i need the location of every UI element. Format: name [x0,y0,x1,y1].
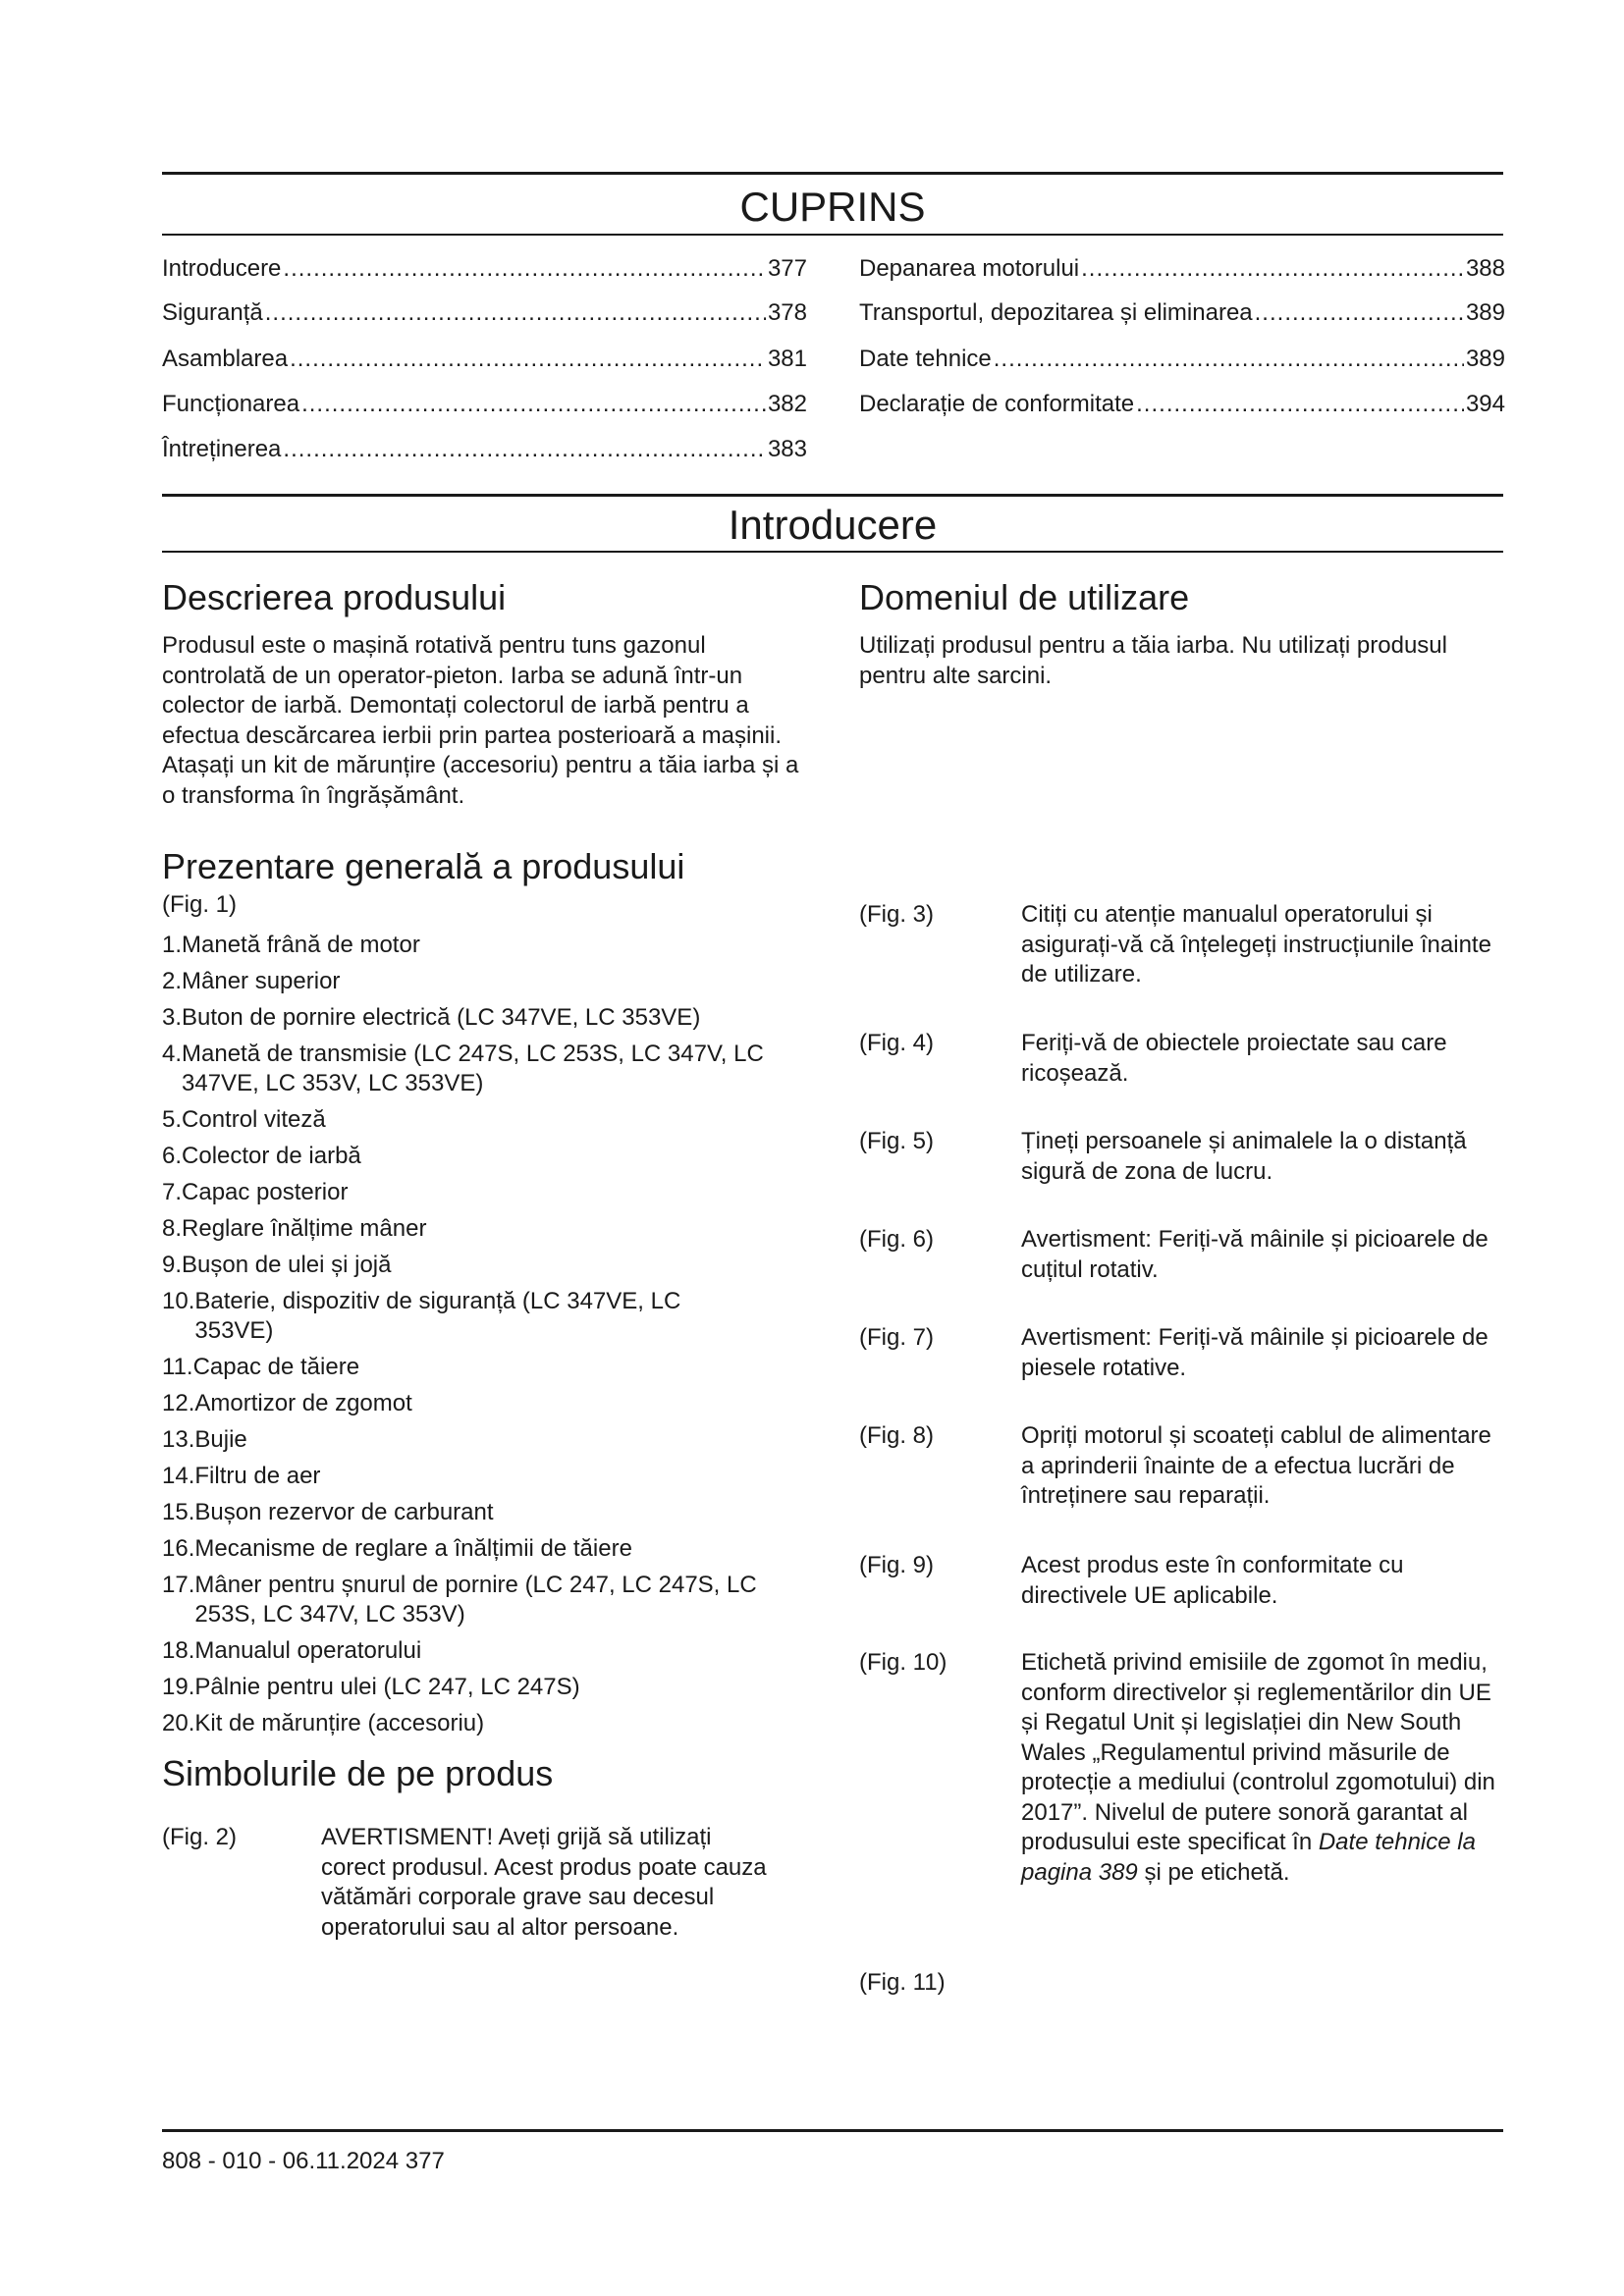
toc-entry-functionarea[interactable] [162,390,807,419]
list-item-text: Bușon de ulei și jojă [182,1252,392,1278]
list-item [162,1105,810,1135]
toc-entry-page: 388 [1465,255,1505,282]
fig-description: AVERTISMENT! Aveți grijă să utilizați corect produsul. Acest produs poate cauza vătămări corporale grave sau decesul operatorului sau al altor persoane. [321,1824,767,1941]
toc-top-rule [162,172,1503,175]
toc-entry-page: 381 [767,346,807,372]
toc-entry-label: Întreținerea [162,436,282,462]
list-item [162,1462,810,1491]
toc-entry-intretinerea[interactable] [162,435,807,464]
fig-description: Citiți cu atenție manualul operatorului și asigurați-vă că înțelegeți instrucțiunile înainte de utilizare. [1021,901,1491,988]
toc-title-rule [162,234,1503,236]
list-item [162,1142,810,1171]
toc-leader [283,254,766,284]
symbol-fig11 [859,1968,946,1999]
list-item-number: 12. [162,1390,195,1416]
toc-entry-page: 389 [1465,346,1505,372]
fig-ref: (Fig. 5) [859,1128,935,1154]
list-item-text: Bușon rezervor de carburant [194,1499,494,1525]
list-item-text: Manetă de transmisie (LC 247S, LC 253S, LC 347V, LC 347VE, LC 353V, LC 353VE) [182,1041,764,1096]
list-item-number: 3. [162,1004,183,1031]
fig-ref: (Fig. 10) [859,1649,947,1676]
toc-leader [265,298,766,328]
intro-title-rule [162,551,1503,553]
list-item-number: 4. [162,1041,183,1067]
list-item-text: Capac de tăiere [192,1354,360,1380]
list-item [162,1425,810,1455]
fig-description [1021,1648,1502,1888]
toc-entry-siguranta[interactable] [162,298,807,328]
toc-entry-label: Introducere [162,255,282,282]
fig-ref: (Fig. 7) [859,1324,935,1351]
fig-ref: (Fig. 4) [859,1030,935,1056]
list-item [162,1287,810,1346]
list-item-number: 17. [162,1572,195,1598]
technical-data-link[interactable]: Date tehnice la pagina 389 [1021,1829,1476,1886]
usage-heading: Domeniul de utilizare [859,577,1190,617]
list-item-text: Pâlnie pentru ulei (LC 247, LC 247S) [194,1674,580,1700]
list-item-number: 2. [162,968,183,994]
list-item-number: 5. [162,1106,183,1133]
list-item-text: Baterie, dispozitiv de siguranță (LC 347VE, LC 353VE) [194,1288,681,1344]
fig-description: Țineți persoanele și animalele la o distanță sigură de zona de lucru. [1021,1128,1467,1185]
symbol-fig9 [859,1551,1503,1612]
symbol-fig5 [859,1127,1503,1188]
list-item [162,1040,810,1098]
list-item [162,1178,810,1207]
list-item-text: Capac posterior [182,1179,349,1205]
overview-heading: Prezentare generală a produsului [162,846,685,886]
list-item [162,931,810,960]
list-item-number: 10. [162,1288,195,1314]
list-item-number: 16. [162,1535,195,1562]
toc-entry-depanarea[interactable] [859,254,1505,284]
toc-entry-declaratie[interactable] [859,390,1505,419]
toc-entry-label: Asamblarea [162,346,289,372]
toc-entry-page: 377 [767,255,807,282]
fig-ref: (Fig. 9) [859,1552,935,1578]
list-item-number: 9. [162,1252,183,1278]
list-item [162,1498,810,1527]
list-item-text: Colector de iarbă [182,1143,361,1169]
toc-entry-label: Transportul, depozitarea și eliminarea [859,299,1253,326]
toc-entry-page: 383 [767,436,807,462]
symbol-fig3 [859,900,1503,993]
fig-description: Feriți-vă de obiectele proiectate sau care ricoșează. [1021,1030,1447,1087]
list-item [162,967,810,996]
fig-description: Acest produs este în conformitate cu directivele UE aplicabile. [1021,1552,1404,1609]
fig-description: Avertisment: Feriți-vă mâinile și picioarele de piesele rotative. [1021,1324,1489,1381]
list-item-text: Mâner pentru șnurul de pornire (LC 247, LC 247S, LC 253S, LC 347V, LC 353V) [194,1572,757,1628]
toc-entry-introducere[interactable] [162,254,807,284]
list-item-number: 18. [162,1637,195,1664]
toc-entry-date-tehnice[interactable] [859,345,1505,374]
fig-description: Opriți motorul și scoateți cablul de alimentare a aprinderii înainte de a efectua lucrări de întreținere sau reparații. [1021,1422,1491,1509]
toc-leader [1136,390,1464,419]
symbol-fig6 [859,1225,1503,1286]
list-item [162,1214,810,1244]
fig10-suffix: și pe etichetă. [1137,1858,1290,1886]
list-item [162,1353,810,1382]
fig-ref: (Fig. 3) [859,901,935,928]
footer-page-number: 377 [405,2148,445,2174]
list-item-text: Amortizor de zgomot [194,1390,412,1416]
list-item-number: 19. [162,1674,195,1700]
toc-leader [1081,254,1464,284]
list-item-text: Manetă frână de motor [182,932,420,958]
list-item-text: Kit de mărunțire (accesoriu) [194,1710,485,1736]
intro-title: Introducere [728,502,938,548]
toc-entry-page: 394 [1465,391,1505,417]
list-item-number: 7. [162,1179,183,1205]
list-item [162,1534,810,1564]
page-footer [162,2147,445,2176]
list-item [162,1709,810,1738]
toc-entry-label: Declarație de conformitate [859,391,1135,417]
list-item-text: Mâner superior [182,968,341,994]
list-item-number: 20. [162,1710,195,1736]
fig-ref: (Fig. 2) [162,1824,238,1850]
toc-leader [301,390,766,419]
footer-rule [162,2129,1503,2132]
fig10-text: Etichetă privind emisiile de zgomot în mediu, conform directivelor și reglementărilor din UE și Regatul Unit și legislației din New South Wales „Regulamentul privind măsurile de protecție a mediului (controlul zgomotului) din 2017”. Nivelul de putere sonoră garantat al produsului este specificat în [1021,1649,1495,1855]
fig-description: Avertisment: Feriți-vă mâinile și picioarele de cuțitul rotativ. [1021,1226,1489,1283]
toc-entry-asamblarea[interactable] [162,345,807,374]
toc-leader [283,435,766,464]
toc-entry-transportul[interactable] [859,298,1505,328]
toc-entry-page: 378 [767,299,807,326]
list-item-text: Mecanisme de reglare a înălțimii de tăiere [194,1535,632,1562]
intro-top-rule [162,494,1503,497]
overview-list [162,931,810,1745]
list-item [162,1251,810,1280]
list-item-number: 13. [162,1426,195,1453]
list-item [162,1673,810,1702]
list-item-text: Manualul operatorului [194,1637,422,1664]
toc-entry-label: Date tehnice [859,346,992,372]
list-item-number: 1. [162,932,183,958]
toc-entry-label: Funcționarea [162,391,300,417]
list-item [162,1636,810,1666]
list-item-text: Filtru de aer [194,1463,321,1489]
toc-leader [994,345,1464,374]
symbol-fig7 [859,1323,1503,1384]
toc-title: CUPRINS [739,184,926,230]
toc-entry-page: 389 [1465,299,1505,326]
toc-leader [1255,298,1464,328]
list-item-text: Buton de pornire electrică (LC 347VE, LC 353VE) [182,1004,701,1031]
toc-entry-label: Siguranță [162,299,263,326]
toc-entry-label: Depanarea motorului [859,255,1080,282]
list-item [162,1003,810,1033]
list-item-number: 6. [162,1143,183,1169]
list-item-number: 15. [162,1499,195,1525]
list-item-text: Bujie [194,1426,247,1453]
symbol-fig10 [859,1648,1503,1894]
symbol-fig4 [859,1029,1503,1090]
symbol-fig2 [162,1823,771,1950]
list-item-number: 14. [162,1463,195,1489]
usage-text: Utilizați produsul pentru a tăia iarba. Nu utilizați produsul pentru alte sarcini. [859,632,1447,689]
list-item-number: 8. [162,1215,183,1242]
list-item [162,1389,810,1418]
toc-leader [290,345,766,374]
overview-fig-ref: (Fig. 1) [162,891,238,918]
description-heading: Descrierea produsului [162,577,507,617]
fig-ref: (Fig. 11) [859,1969,946,1996]
list-item-text: Reglare înălțime mâner [182,1215,427,1242]
list-item [162,1571,810,1629]
symbol-fig8 [859,1421,1503,1515]
fig-ref: (Fig. 8) [859,1422,935,1449]
fig-ref: (Fig. 6) [859,1226,935,1253]
symbols-heading: Simbolurile de pe produs [162,1753,554,1793]
toc-entry-page: 382 [767,391,807,417]
description-text: Produsul este o mașină rotativă pentru tuns gazonul controlată de un operator-pieton. Iarba se adună într-un colector de iarbă. Demontați colectorul de iarbă pentru a efectua descărcarea ierbii prin partea posterioară a mașinii. Atașați un kit de mărunțire (accesoriu) pentru a tăia iarba și a o transforma în îngrășământ. [162,632,799,809]
list-item-number: 11. [162,1354,193,1380]
footer-doc-code: 808 - 010 - 06.11.2024 [162,2148,400,2174]
list-item-text: Control viteză [182,1106,326,1133]
